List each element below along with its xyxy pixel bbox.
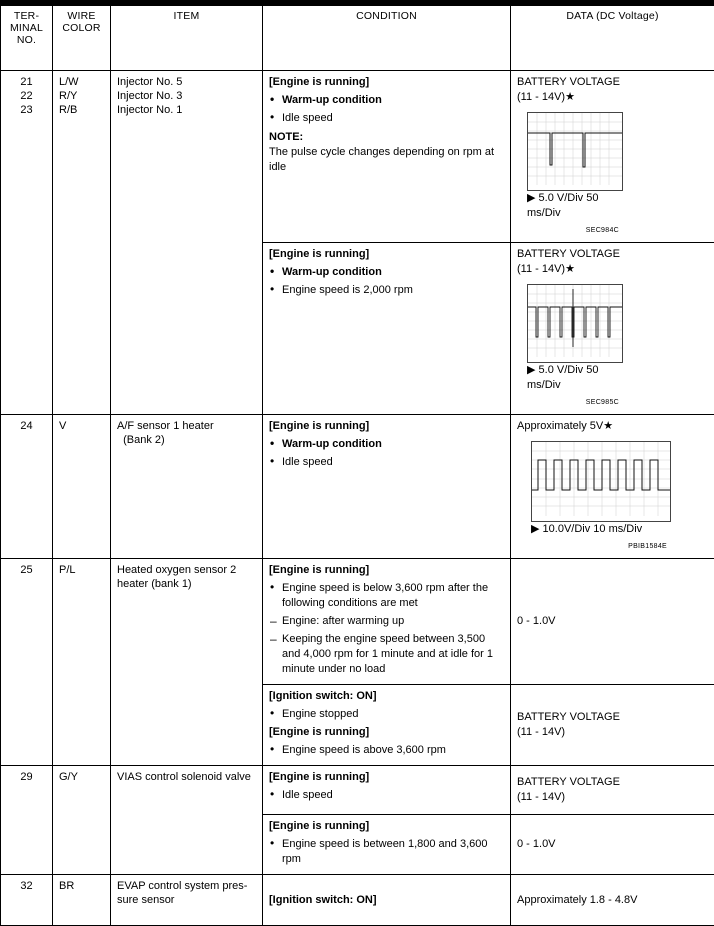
figure-code: SEC984C <box>527 223 623 238</box>
terminal-no: 25 <box>7 563 46 577</box>
item-label: EVAP control system pres- <box>117 879 256 893</box>
wire-color: G/Y <box>59 770 104 784</box>
wire-color-cell <box>53 875 111 926</box>
condition-heading: [Engine is running] <box>269 819 504 834</box>
condition-bullet: • Warm-up condition <box>269 437 504 452</box>
condition-heading: [Engine is running] <box>269 247 504 262</box>
item-label: Injector No. 1 <box>117 103 256 117</box>
data-value: 0 - 1.0V <box>517 614 708 629</box>
wire-color-cell <box>53 71 111 415</box>
wire-color: P/L <box>59 563 104 577</box>
condition-bullet: • Idle speed <box>269 455 504 470</box>
waveform-figure <box>527 112 623 238</box>
condition-bullet: • Idle speed <box>269 788 504 803</box>
condition-bullet: • Engine speed is below 3,600 rpm after the following conditions are met <box>269 581 504 611</box>
wire-color-cell <box>53 559 111 766</box>
condition-cell <box>263 71 511 243</box>
table-row <box>1 71 714 243</box>
header-data: DATA (DC Voltage) <box>511 6 714 71</box>
table-body <box>1 71 714 926</box>
terminal-no: 24 <box>7 419 46 433</box>
wire-color: BR <box>59 879 104 893</box>
data-cell <box>511 685 714 766</box>
condition-cell <box>263 766 511 815</box>
condition-bullet: • Idle speed <box>269 111 504 126</box>
oscilloscope-trace <box>527 284 623 363</box>
terminal-no: 23 <box>7 103 46 117</box>
terminal-no-cell <box>1 71 53 415</box>
condition-cell <box>263 685 511 766</box>
table-row <box>1 415 714 559</box>
table-row <box>1 766 714 815</box>
condition-cell <box>263 415 511 559</box>
waveform-svg <box>528 113 622 185</box>
item-label: heater (bank 1) <box>117 577 256 591</box>
figure-code: SEC985C <box>527 395 623 410</box>
data-value: 0 - 1.0V <box>517 837 708 852</box>
terminal-no: 22 <box>7 89 46 103</box>
data-cell <box>511 766 714 815</box>
item-cell <box>111 559 263 766</box>
data-value-sub: (11 - 14V) <box>517 790 708 805</box>
condition-bullet: • Engine speed is 2,000 rpm <box>269 283 504 298</box>
item-label: sure sensor <box>117 893 256 907</box>
condition-bullets <box>269 581 504 677</box>
table-row <box>1 559 714 685</box>
condition-heading: [Engine is running] <box>269 770 504 785</box>
terminal-no: 21 <box>7 75 46 89</box>
data-value: Approximately 1.8 - 4.8V <box>517 893 708 908</box>
item-cell <box>111 766 263 875</box>
condition-bullet: • Engine speed is between 1,800 and 3,600 rpm <box>269 837 504 867</box>
terminal-spec-table <box>0 5 714 926</box>
header-item: ITEM <box>111 6 263 71</box>
terminal-no-cell <box>1 875 53 926</box>
scope-legend: ▶ 5.0 V/Div 50 ms/Div <box>527 363 623 393</box>
play-icon: ▶ <box>527 192 535 204</box>
header-terminal-no: TER- MINAL NO. <box>1 6 53 71</box>
data-cell <box>511 875 714 926</box>
wire-color: R/B <box>59 103 104 117</box>
condition-cell <box>263 559 511 685</box>
waveform-svg <box>528 285 622 357</box>
condition-bullets <box>269 743 504 758</box>
wire-color: L/W <box>59 75 104 89</box>
condition-note-label: NOTE: <box>269 130 504 145</box>
scope-legend: ▶ 10.0V/Div 10 ms/Div <box>531 522 671 537</box>
oscilloscope-trace <box>531 441 671 522</box>
item-cell <box>111 415 263 559</box>
condition-bullets <box>269 707 504 722</box>
item-label: (Bank 2) <box>117 433 256 447</box>
figure-code: PBIB1584E <box>531 539 671 554</box>
data-value: BATTERY VOLTAGE <box>517 710 708 725</box>
star-icon: ★ <box>565 263 575 275</box>
data-value-sub: (11 - 14V)★ <box>517 90 708 105</box>
item-label: VIAS control solenoid valve <box>117 770 256 784</box>
table-row <box>1 875 714 926</box>
data-cell <box>511 71 714 243</box>
data-cell <box>511 559 714 685</box>
data-cell <box>511 243 714 415</box>
play-icon: ▶ <box>531 523 539 535</box>
terminal-no-cell <box>1 559 53 766</box>
item-label: Injector No. 5 <box>117 75 256 89</box>
condition-cell <box>263 243 511 415</box>
wire-color-cell <box>53 415 111 559</box>
terminal-no-cell <box>1 766 53 875</box>
data-value-sub: (11 - 14V) <box>517 725 708 740</box>
condition-heading: [Engine is running] <box>269 419 504 434</box>
condition-bullet: • Engine stopped <box>269 707 504 722</box>
star-icon: ★ <box>565 91 575 103</box>
data-value: BATTERY VOLTAGE <box>517 775 708 790</box>
condition-cell <box>263 875 511 926</box>
terminal-no-cell <box>1 415 53 559</box>
terminal-no: 32 <box>7 879 46 893</box>
item-label: Injector No. 3 <box>117 89 256 103</box>
condition-bullet: • Warm-up condition <box>269 93 504 108</box>
condition-bullet: – Engine: after warming up <box>269 614 504 629</box>
condition-bullets <box>269 788 504 803</box>
wire-color: R/Y <box>59 89 104 103</box>
condition-bullet: • Warm-up condition <box>269 265 504 280</box>
terminal-no: 29 <box>7 770 46 784</box>
condition-bullet: • Engine speed is above 3,600 rpm <box>269 743 504 758</box>
waveform-figure <box>527 284 623 410</box>
condition-heading: [Engine is running] <box>269 75 504 90</box>
table-header <box>1 6 714 71</box>
header-wire-color: WIRE COLOR <box>53 6 111 71</box>
item-cell <box>111 875 263 926</box>
item-label: A/F sensor 1 heater <box>117 419 256 433</box>
wire-color: V <box>59 419 104 433</box>
header-condition: CONDITION <box>263 6 511 71</box>
condition-bullets <box>269 265 504 298</box>
condition-cell <box>263 815 511 875</box>
condition-bullet: – Keeping the engine speed between 3,500 and 4,000 rpm for 1 minute and at idle for 1 minute under no load <box>269 632 504 677</box>
data-cell <box>511 415 714 559</box>
data-value: BATTERY VOLTAGE <box>517 75 708 90</box>
oscilloscope-trace <box>527 112 623 191</box>
condition-heading: [Engine is running] <box>269 563 504 578</box>
table-header-row <box>1 6 714 71</box>
condition-bullets <box>269 837 504 867</box>
scope-legend: ▶ 5.0 V/Div 50 ms/Div <box>527 191 623 221</box>
data-cell <box>511 815 714 875</box>
data-value: BATTERY VOLTAGE <box>517 247 708 262</box>
data-value: Approximately 5V★ <box>517 419 708 434</box>
item-label: Heated oxygen sensor 2 <box>117 563 256 577</box>
condition-heading: [Engine is running] <box>269 725 504 740</box>
waveform-figure <box>531 441 671 554</box>
star-icon: ★ <box>603 420 613 432</box>
data-value-sub: (11 - 14V)★ <box>517 262 708 277</box>
condition-heading: [Ignition switch: ON] <box>269 689 504 704</box>
condition-note-text: The pulse cycle changes depending on rpm at idle <box>269 145 504 175</box>
condition-heading: [Ignition switch: ON] <box>269 893 504 908</box>
play-icon: ▶ <box>527 364 535 376</box>
condition-bullets <box>269 437 504 470</box>
condition-bullets <box>269 93 504 126</box>
waveform-svg <box>532 442 670 516</box>
item-cell <box>111 71 263 415</box>
wire-color-cell <box>53 766 111 875</box>
